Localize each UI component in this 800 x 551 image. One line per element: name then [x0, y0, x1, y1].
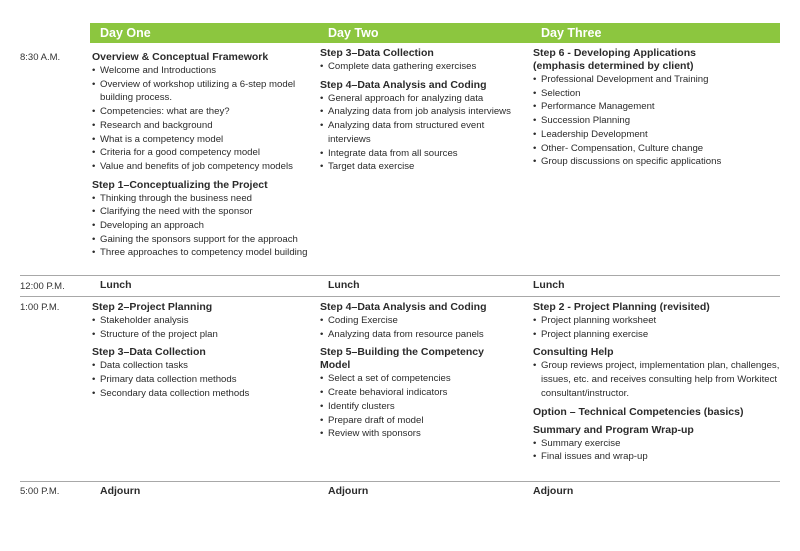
adjourn-day3: Adjourn	[533, 485, 574, 497]
list-item: • Primary data collection methods	[92, 373, 317, 387]
list-item: • Project planning exercise	[533, 328, 783, 342]
day-two-header: Day Two	[328, 26, 379, 40]
session-items	[533, 437, 783, 464]
session-items	[92, 192, 317, 261]
list-item: • Secondary data collection methods	[92, 387, 317, 401]
afternoon-day3	[533, 301, 783, 464]
session-title: Overview & Conceptual Framework	[92, 51, 269, 63]
list-item: • Create behavioral indicators	[320, 386, 515, 400]
list-item: • Three approaches to competency model building	[92, 246, 317, 260]
list-item: • Integrate data from all sources	[320, 147, 515, 161]
list-item: • Prepare draft of model	[320, 414, 515, 428]
list-item: • Select a set of competencies	[320, 372, 515, 386]
session-title: Step 6 - Developing Applications (emphasis determined by client)	[533, 47, 696, 72]
session-title: Step 2 - Project Planning (revisited)	[533, 301, 710, 313]
list-item: • Selection	[533, 87, 748, 101]
list-item: • Clarifying the need with the sponsor	[92, 205, 317, 219]
time-830: 8:30 A.M.	[20, 52, 61, 63]
list-item: • Project planning worksheet	[533, 314, 783, 328]
session-title: Step 4–Data Analysis and Coding	[320, 301, 487, 313]
session-title: Step 1–Conceptualizing the Project	[92, 178, 268, 191]
list-item: • Thinking through the business need	[92, 192, 317, 206]
afternoon-day2	[320, 301, 515, 441]
session-title: Option – Technical Competencies (basics)	[533, 405, 744, 418]
list-item: • Analyzing data from job analysis interviews	[320, 105, 515, 119]
session-items	[92, 314, 317, 341]
afternoon-day1	[92, 301, 317, 401]
list-item: • Target data exercise	[320, 160, 515, 174]
session-items	[533, 73, 748, 169]
divider	[20, 481, 780, 482]
time-500: 5:00 P.M.	[20, 486, 60, 497]
lunch-day2: Lunch	[328, 279, 360, 291]
session-title: Step 4–Data Analysis and Coding	[320, 78, 487, 91]
list-item: • Data collection tasks	[92, 359, 317, 373]
session-title: Summary and Program Wrap-up	[533, 423, 694, 436]
list-item: • Performance Management	[533, 100, 748, 114]
session-title: Step 5–Building the Competency Model	[320, 346, 484, 372]
lunch-day1: Lunch	[100, 279, 132, 291]
morning-day2	[320, 47, 515, 174]
list-item: • Succession Planning	[533, 114, 748, 128]
day-header-bar	[90, 23, 780, 43]
list-item: • Developing an approach	[92, 219, 317, 233]
list-item: • Criteria for a good competency model	[92, 146, 317, 160]
list-item: • Analyzing data from structured event interviews	[320, 119, 515, 146]
session-items	[533, 359, 783, 400]
list-item: • Coding Exercise	[320, 314, 515, 328]
list-item: • Research and background	[92, 119, 317, 133]
day-three-header: Day Three	[541, 26, 602, 40]
adjourn-day2: Adjourn	[328, 485, 369, 497]
list-item: • Summary exercise	[533, 437, 783, 451]
session-title: Consulting Help	[533, 346, 614, 359]
day-one-header: Day One	[100, 26, 151, 40]
list-item: • Other- Compensation, Culture change	[533, 142, 748, 156]
session-title: Step 2–Project Planning	[92, 301, 213, 313]
list-item: • Stakeholder analysis	[92, 314, 317, 328]
list-item: • What is a competency model	[92, 133, 317, 147]
session-items	[320, 60, 515, 74]
list-item: • Competencies: what are they?	[92, 105, 317, 119]
list-item: • Value and benefits of job competency models	[92, 160, 317, 174]
list-item: • Group discussions on specific applications	[533, 155, 748, 169]
list-item: • Review with sponsors	[320, 427, 515, 441]
session-items	[320, 372, 515, 441]
session-title: Step 3–Data Collection	[92, 346, 206, 359]
time-1200: 12:00 P.M.	[20, 281, 65, 292]
session-items	[92, 359, 317, 400]
session-items	[92, 64, 317, 174]
session-title: Step 3–Data Collection	[320, 47, 434, 59]
list-item: • Professional Development and Training	[533, 73, 748, 87]
list-item: • Group reviews project, implementation plan, challenges, issues, etc. and receives consulting help from Workitect consultant/instructor.	[533, 359, 783, 400]
list-item: • Analyzing data from resource panels	[320, 328, 515, 342]
list-item: • Final issues and wrap-up	[533, 450, 783, 464]
list-item: • Structure of the project plan	[92, 328, 317, 342]
divider	[20, 275, 780, 276]
divider	[20, 296, 780, 297]
list-item: • Gaining the sponsors support for the approach	[92, 233, 317, 247]
session-items	[320, 92, 515, 174]
list-item: • Welcome and Introductions	[92, 64, 317, 78]
session-items	[533, 314, 783, 341]
list-item: • Complete data gathering exercises	[320, 60, 515, 74]
morning-day1	[92, 51, 317, 260]
list-item: • General approach for analyzing data	[320, 92, 515, 106]
list-item: • Identify clusters	[320, 400, 515, 414]
session-items	[320, 314, 515, 341]
list-item: • Leadership Development	[533, 128, 748, 142]
adjourn-day1: Adjourn	[100, 485, 141, 497]
lunch-day3: Lunch	[533, 279, 565, 291]
time-100: 1:00 P.M.	[20, 302, 60, 313]
list-item: • Overview of workshop utilizing a 6-step model building process.	[92, 78, 317, 105]
morning-day3	[533, 47, 748, 169]
